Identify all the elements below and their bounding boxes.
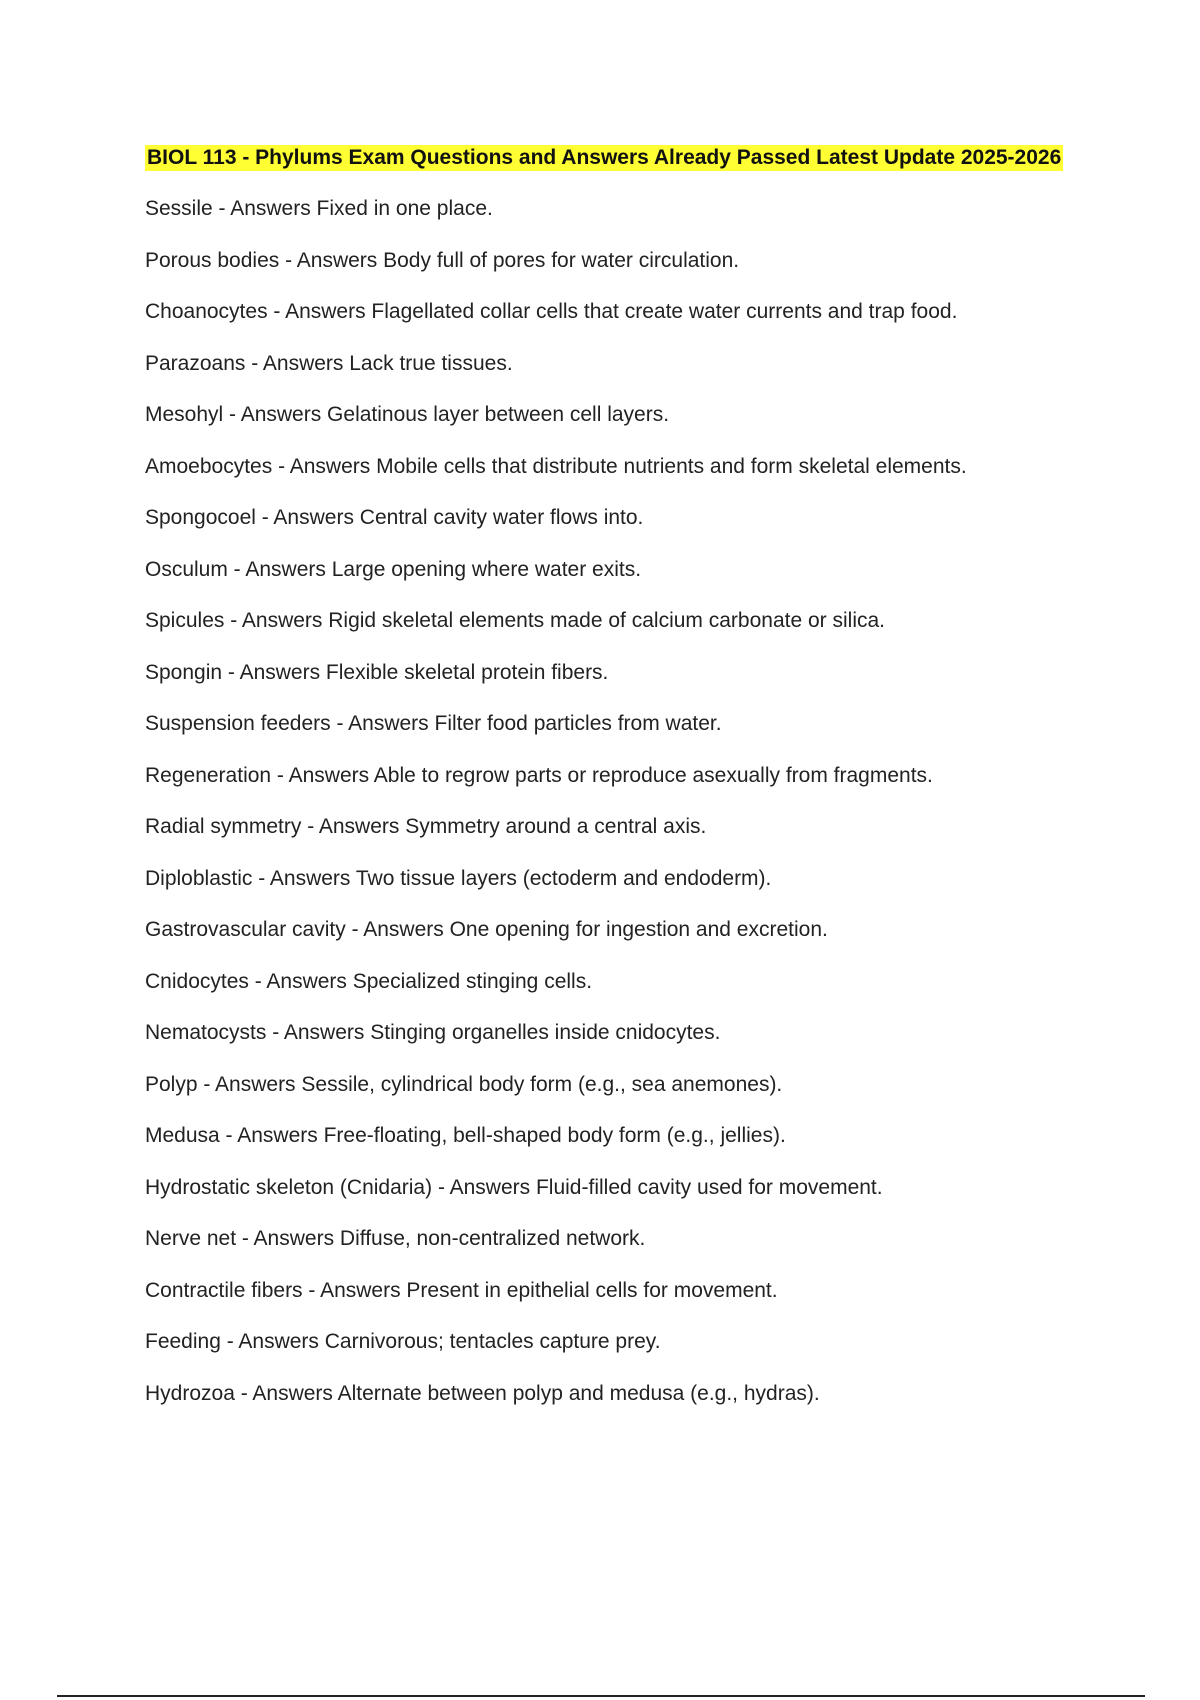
qa-entry: Choanocytes - Answers Flagellated collar cells that create water currents and trap food. [145, 300, 958, 323]
qa-entry: Cnidocytes - Answers Specialized stinging cells. [145, 969, 593, 993]
qa-entry: Spicules - Answers Rigid skeletal elements made of calcium carbonate or silica. [145, 609, 885, 632]
qa-entry: Diploblastic - Answers Two tissue layers (ectoderm and endoderm). [145, 866, 772, 890]
qa-entry: Polyp - Answers Sessile, cylindrical body form (e.g., sea anemones). [145, 1072, 783, 1096]
qa-entry: Parazoans - Answers Lack true tissues. [145, 351, 513, 375]
qa-entry: Spongocoel - Answers Central cavity water flows into. [145, 506, 644, 529]
qa-entry: Osculum - Answers Large opening where water exits. [145, 557, 642, 581]
qa-entry: Nematocysts - Answers Stinging organelles inside cnidocytes. [145, 1021, 721, 1044]
title-block [145, 145, 1063, 171]
qa-entry: Regeneration - Answers Able to regrow parts or reproduce asexually from fragments. [145, 763, 933, 787]
qa-entry: Mesohyl - Answers Gelatinous layer between cell layers. [145, 403, 670, 426]
qa-entry: Sessile - Answers Fixed in one place. [145, 197, 493, 220]
qa-entry: Spongin - Answers Flexible skeletal protein fibers. [145, 660, 609, 684]
qa-entry: Suspension feeders - Answers Filter food particles from water. [145, 712, 722, 735]
qa-entry: Radial symmetry - Answers Symmetry around a central axis. [145, 815, 707, 838]
qa-entry: Gastrovascular cavity - Answers One opening for ingestion and excretion. [145, 918, 828, 941]
qa-list [145, 196, 967, 1432]
qa-entry: Feeding - Answers Carnivorous; tentacles capture prey. [145, 1330, 661, 1353]
qa-entry: Medusa - Answers Free-floating, bell-shaped body form (e.g., jellies). [145, 1124, 786, 1147]
qa-entry: Hydrostatic skeleton (Cnidaria) - Answers Fluid-filled cavity used for movement. [145, 1175, 883, 1199]
qa-entry: Porous bodies - Answers Body full of pores for water circulation. [145, 248, 740, 272]
document-title: BIOL 113 - Phylums Exam Questions and Answers Already Passed Latest Update 2025-2026 [147, 146, 1062, 169]
qa-entry: Contractile fibers - Answers Present in epithelial cells for movement. [145, 1278, 778, 1302]
qa-entry: Nerve net - Answers Diffuse, non-centralized network. [145, 1227, 646, 1250]
footer-divider [57, 1695, 1145, 1697]
qa-entry: Hydrozoa - Answers Alternate between polyp and medusa (e.g., hydras). [145, 1381, 820, 1405]
qa-entry: Amoebocytes - Answers Mobile cells that distribute nutrients and form skeletal elements. [145, 454, 967, 478]
